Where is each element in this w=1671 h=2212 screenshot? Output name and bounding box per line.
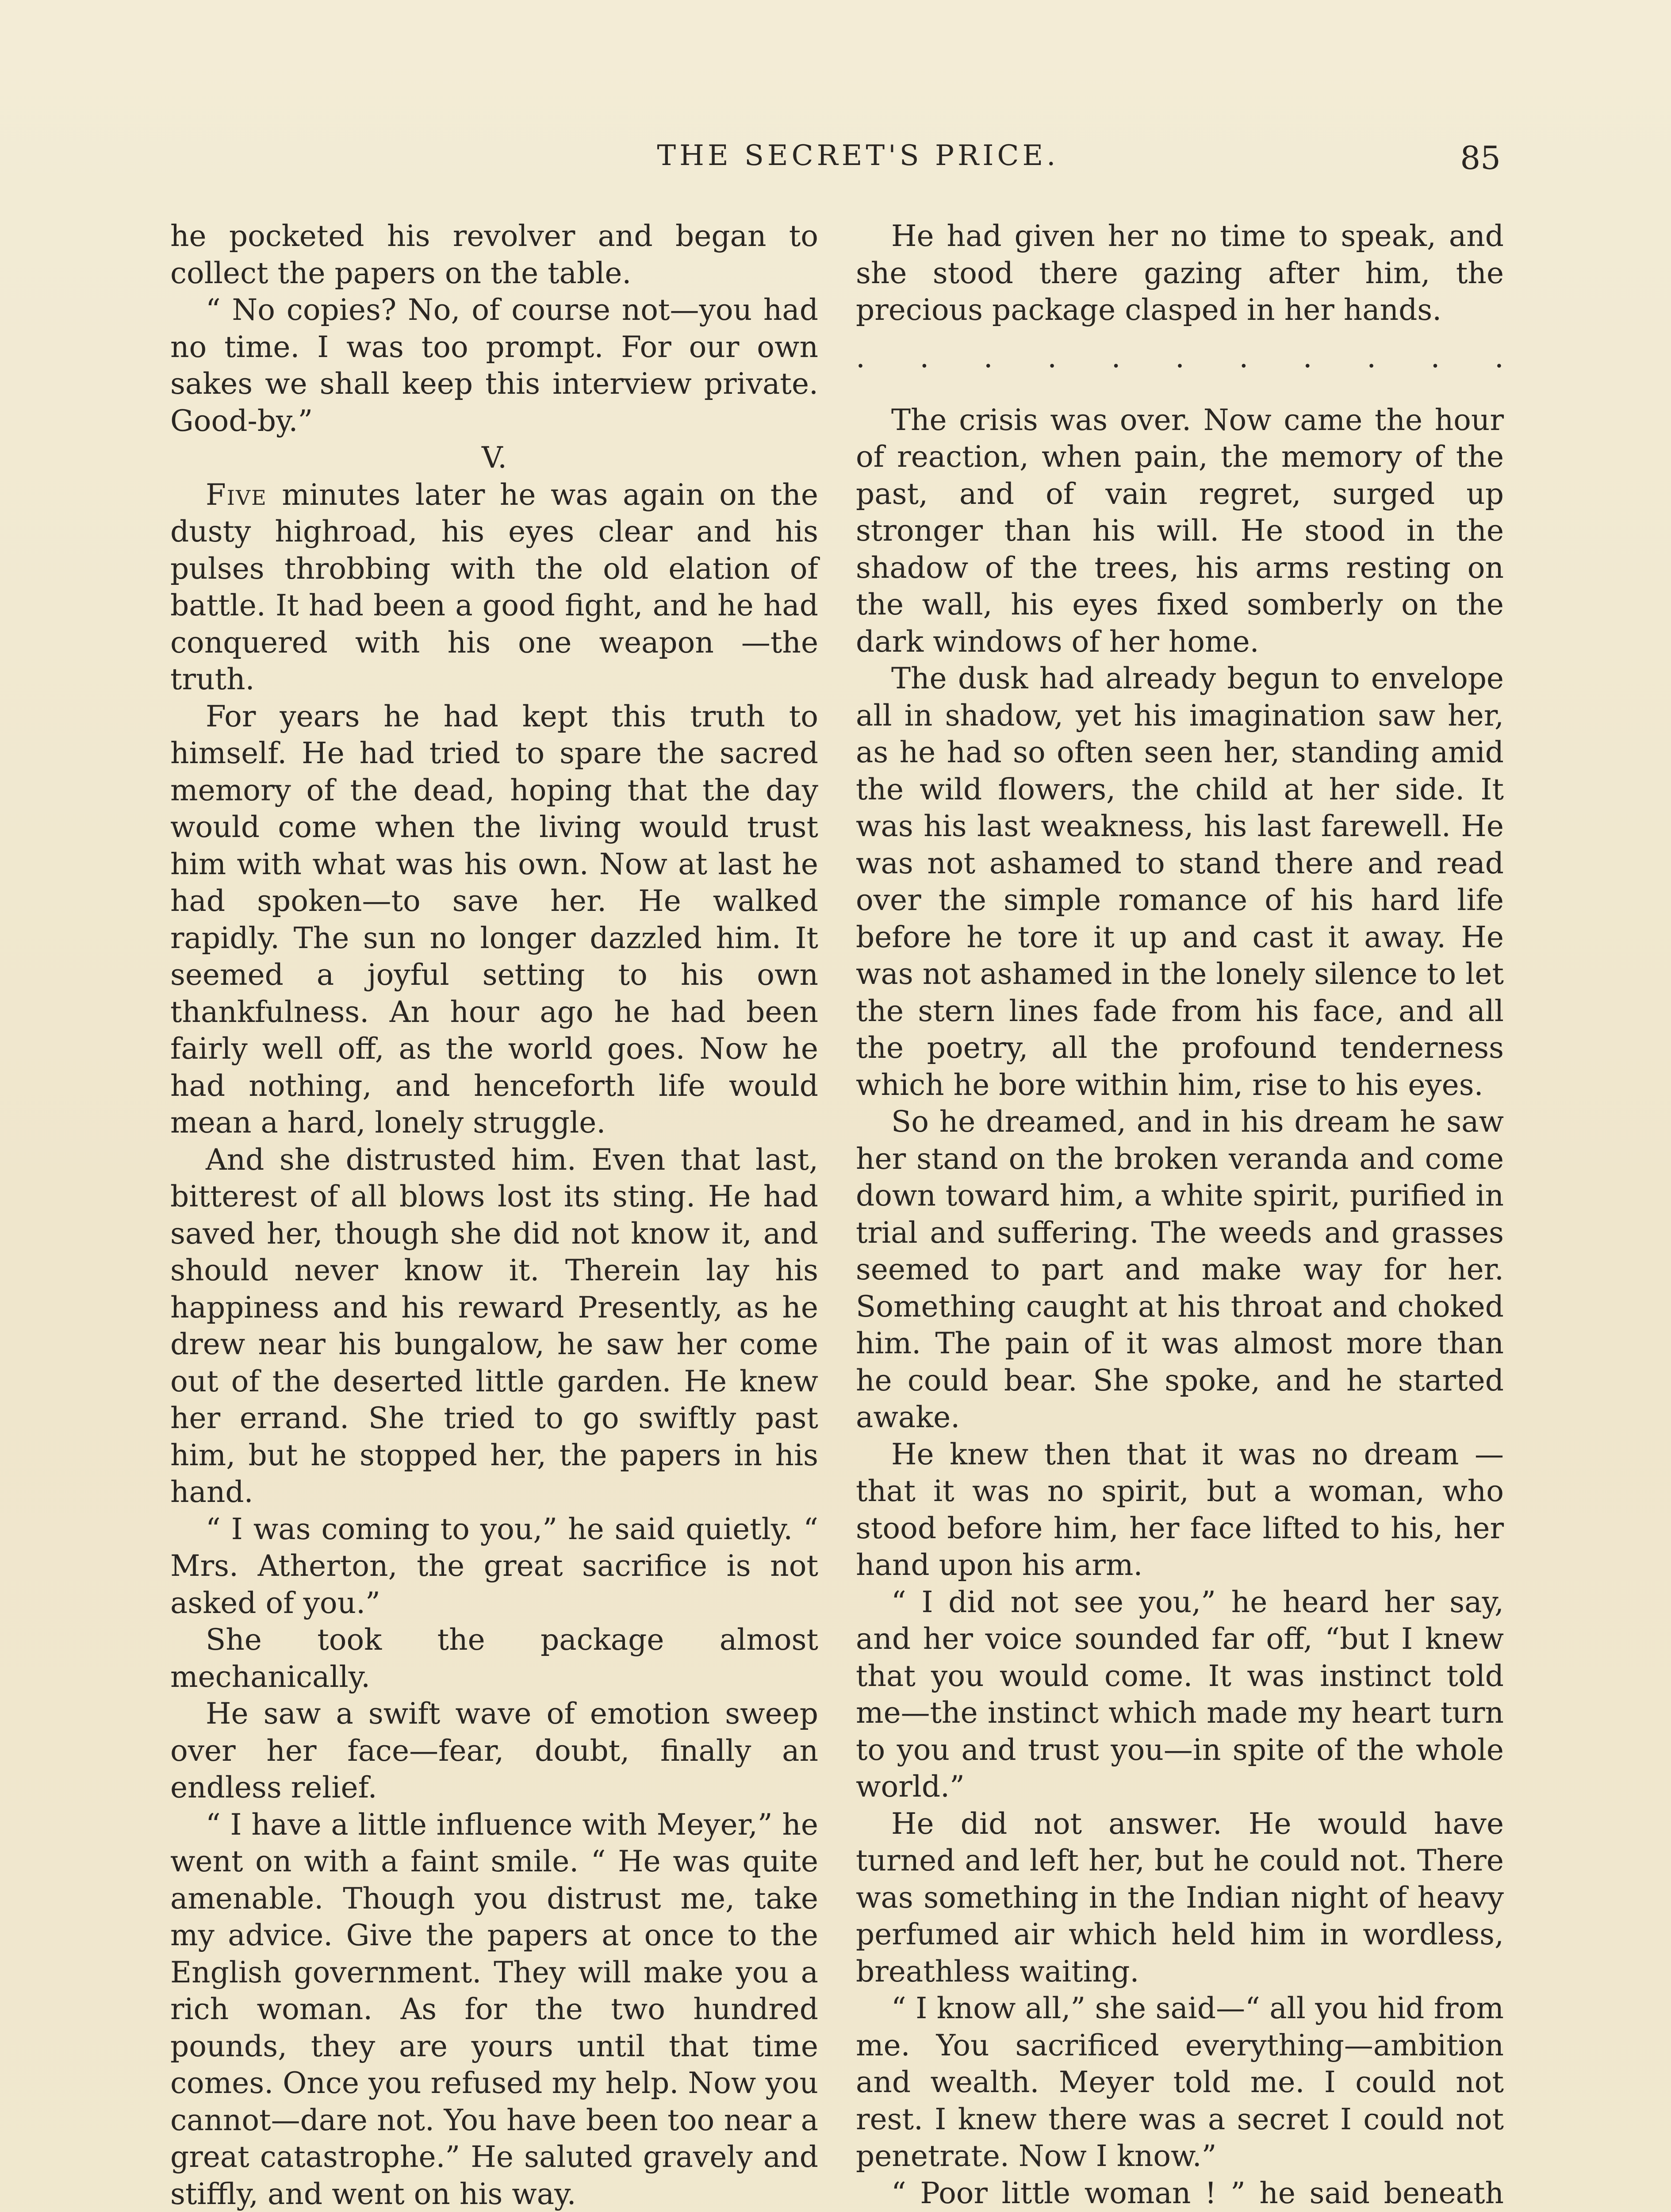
paragraph: “ I was coming to you,” he said quietly. “ Mrs. Atherton, the great sacrifice is not asked of you.” [170,1512,818,1620]
right-column [856,218,1504,2212]
paragraph: He knew then that it was no dream —that it was no spirit, but a woman, who stood before him, her face lifted to his, her hand upon his arm. [856,1437,1504,1582]
paragraph: “ No copies? No, of course not—you had no time. I was too prompt. For our own sakes we shall keep this interview private. Good-by.” [170,293,818,438]
left-column [170,218,818,2212]
dot: . [1111,340,1121,374]
paragraph [170,476,818,698]
paragraph: The crisis was over. Now came the hour of reaction, when pain, the memory of the past, and of vain regret, surged up stronger than his will. He stood in the shadow of the trees, his arms resting on the wall, his eyes fixed somberly on the dark windows of her home. [856,403,1504,659]
dot: . [1239,340,1249,374]
dot: . [1430,340,1440,374]
paragraph: He had given her no time to speak, and she stood there gazing after him, the precious package clasped in her hands. [856,219,1504,327]
paragraph: For years he had kept this truth to himself. He had tried to spare the sacred memory of the dead, hoping that the day would come when the living would trust him with what was his own. Now at last he had spoken—to save her. He walked rapidly. The sun no longer dazzled him. It seemed a joyful setting to his own thankfulness. An hour ago he had been fairly well off, as the world goes. Now he had nothing, and henceforth life would mean a hard, lonely struggle. [170,699,818,1140]
paragraph: “ I have a little influence with Meyer,” he went on with a faint smile. “ He was quite amenable. Though you distrust me, take my advice. Give the papers at once to the English government. They will make you a rich woman. As for the two hundred pounds, they are yours until that time comes. Once you refused my help. Now you cannot—dare not. You have been too near a great catastrophe.” He saluted gravely and stiffly, and went on his way. [170,1807,818,2211]
section-break-dots [856,340,1504,374]
paragraph: The dusk had already begun to envelope all in shadow, yet his imagination saw her, as he had so often seen her, standing amid the wild flowers, the child at her side. It was his last weakness, his last farewell. He was not ashamed to stand there and read over the simple romance of his hard life before he tore it up and cast it away. He was not ashamed in the lonely silence to let the stern lines fade from his face, and all the poetry, all the profound tenderness which he bore within him, rise to his eyes. [856,661,1504,1102]
running-title: THE SECRET'S PRICE. [657,139,1059,172]
dot: . [1494,340,1504,374]
dot: . [1367,340,1376,374]
paragraph: He saw a swift wave of emotion sweep over her face—fear, doubt, finally an endless relief. [170,1697,818,1805]
paragraph: She took the package almost mechanically. [170,1623,818,1694]
paragraph: So he dreamed, and in his dream he saw her stand on the broken veranda and come down toward him, a white spirit, purified in trial and suffering. The weeds and grasses seemed to part and make way for her. Something caught at his throat and choked him. The pain of it was almost more than he could bear. She spoke, and he started awake. [856,1105,1504,1434]
dot: . [1303,340,1312,374]
dot: . [983,340,993,374]
page-number: 85 [1460,139,1501,177]
paragraph: He did not answer. He would have turned and left her, but he could not. There was something in the Indian night of heavy perfumed air which held him in wordless, breathless waiting. [856,1806,1504,1989]
section-opening-word: Five [206,477,267,512]
dot: . [1047,340,1057,374]
dot: . [856,340,865,374]
paragraph: “ I did not see you,” he heard her say, and her voice sounded far off, “but I knew that you would come. It was instinct told me—the instinct which made my heart turn to you and trust you—in spite of the whole world.” [856,1585,1504,1804]
paragraph: “ I know all,” she said—“ all you hid from me. You sacrificed everything—ambition and wealth. Meyer told me. I could not rest. I knew there was a secret I could not penetrate. Now I know.” [856,1991,1504,2173]
dot: . [1175,340,1184,374]
paragraph-text: minutes later he was again on the dusty highroad, his eyes clear and his pulses throbbing with the old elation of battle. It had been a good fight, and he had conquered with his one weapon —the truth. [170,477,818,696]
dot: . [920,340,929,374]
paragraph: “ Poor little woman ! ” he said beneath [891,2176,1504,2210]
paragraph: And she distrusted him. Even that last, bitterest of all blows lost its sting. He had saved her, though she did not know it, and should never know it. Therein lay his happiness and his reward Presently, as he drew near his bungalow, he saw her come out of the deserted little garden. He knew her errand. She tried to go swiftly past him, but he stopped her, the papers in his hand. [170,1142,818,1509]
paragraph: he pocketed his revolver and began to collect the papers on the table. [170,219,818,290]
section-numeral: V. [481,441,507,475]
